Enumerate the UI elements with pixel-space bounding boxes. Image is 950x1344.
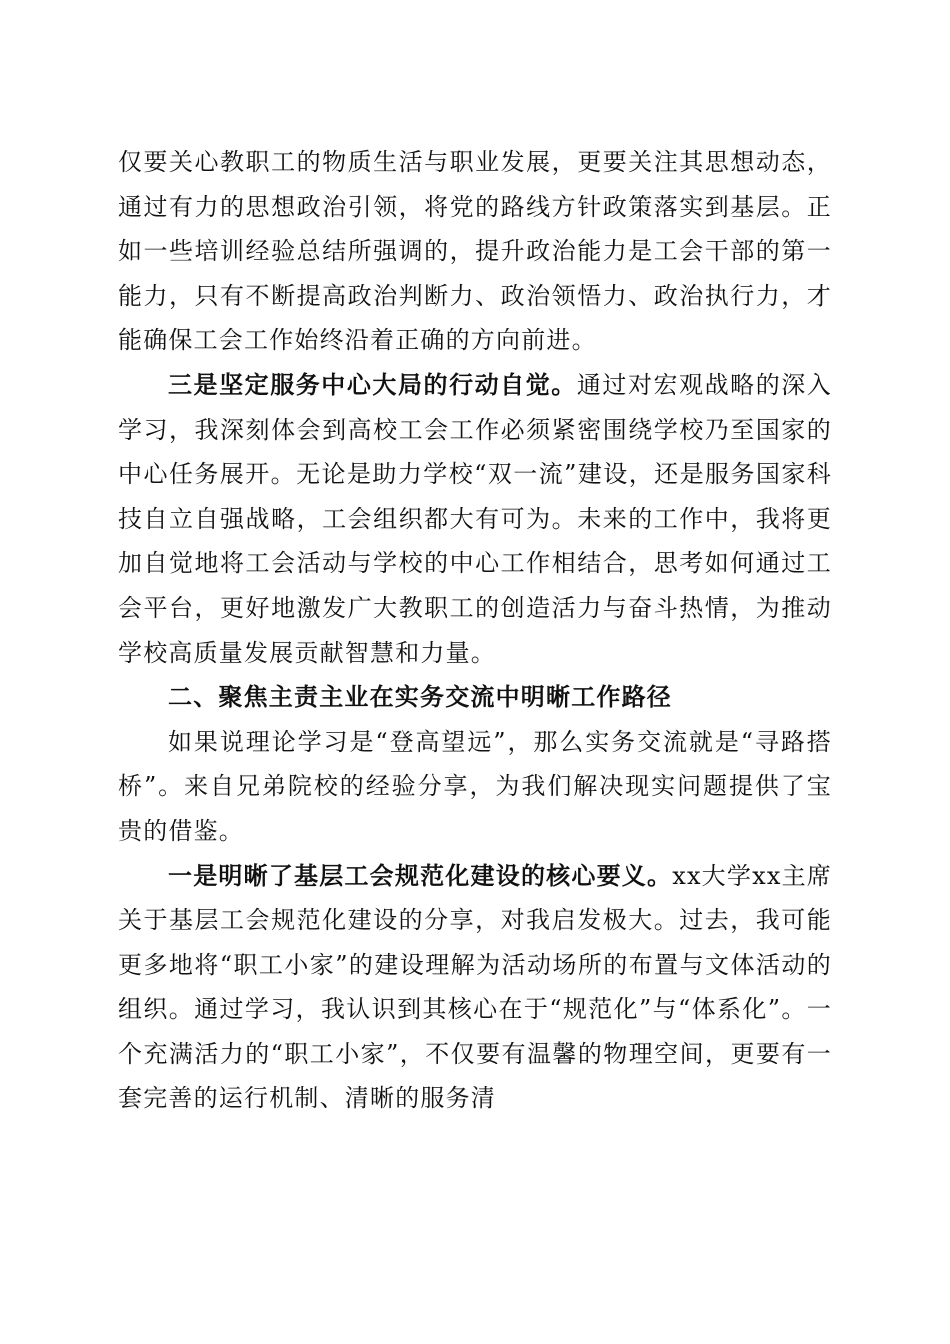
- paragraph-text: 如果说理论学习是“登高望远”，那么实务交流就是“寻路搭桥”。来自兄弟院校的经验分享，为我们解决现实问题提供了宝贵的借鉴。: [118, 727, 832, 845]
- paragraph-lead: 三是坚定服务中心大局的行动自觉。: [168, 369, 577, 399]
- paragraph-text: xx大学xx主席关于基层工会规范化建设的分享，对我启发极大。过去，我可能更多地将“职工小家”的建设理解为活动场所的布置与文体活动的组织。通过学习，我认识到其核心在于“规范化”与“体系化”。一个充满活力的“职工小家”，不仅要有温馨的物理空间，更要有一套完善的运行机制、清晰的服务清: [118, 861, 832, 1113]
- paragraph-text: 通过对宏观战略的深入学习，我深刻体会到高校工会工作必须紧密围绕学校乃至国家的中心任务展开。无论是助力学校“双一流”建设，还是服务国家科技自立自强战略，工会组织都大有可为。未来的工作中，我将更加自觉地将工会活动与学校的中心工作相结合，思考如何通过工会平台，更好地激发广大教职工的创造活力与奋斗热情，为推动学校高质量发展贡献智慧和力量。: [118, 370, 833, 667]
- section-heading: 二、聚焦主责主业在实务交流中明晰工作路径: [168, 682, 672, 712]
- paragraph-point-three: [118, 363, 832, 675]
- paragraph-intro: [118, 720, 832, 854]
- paragraph-point-one: [118, 854, 832, 1122]
- paragraph-lead: 一是明晰了基层工会规范化建设的核心要义。: [168, 860, 673, 890]
- paragraph-continuation: [118, 140, 832, 363]
- document-body: [118, 140, 832, 1121]
- paragraph-text: 仅要关心教职工的物质生活与职业发展，更要关注其思想动态，通过有力的思想政治引领，将党的路线方针政策落实到基层。正如一些培训经验总结所强调的，提升政治能力是工会干部的第一能力，只有不断提高政治判断力、政治领悟力、政治执行力，才能确保工会工作始终沿着正确的方向前进。: [118, 148, 832, 355]
